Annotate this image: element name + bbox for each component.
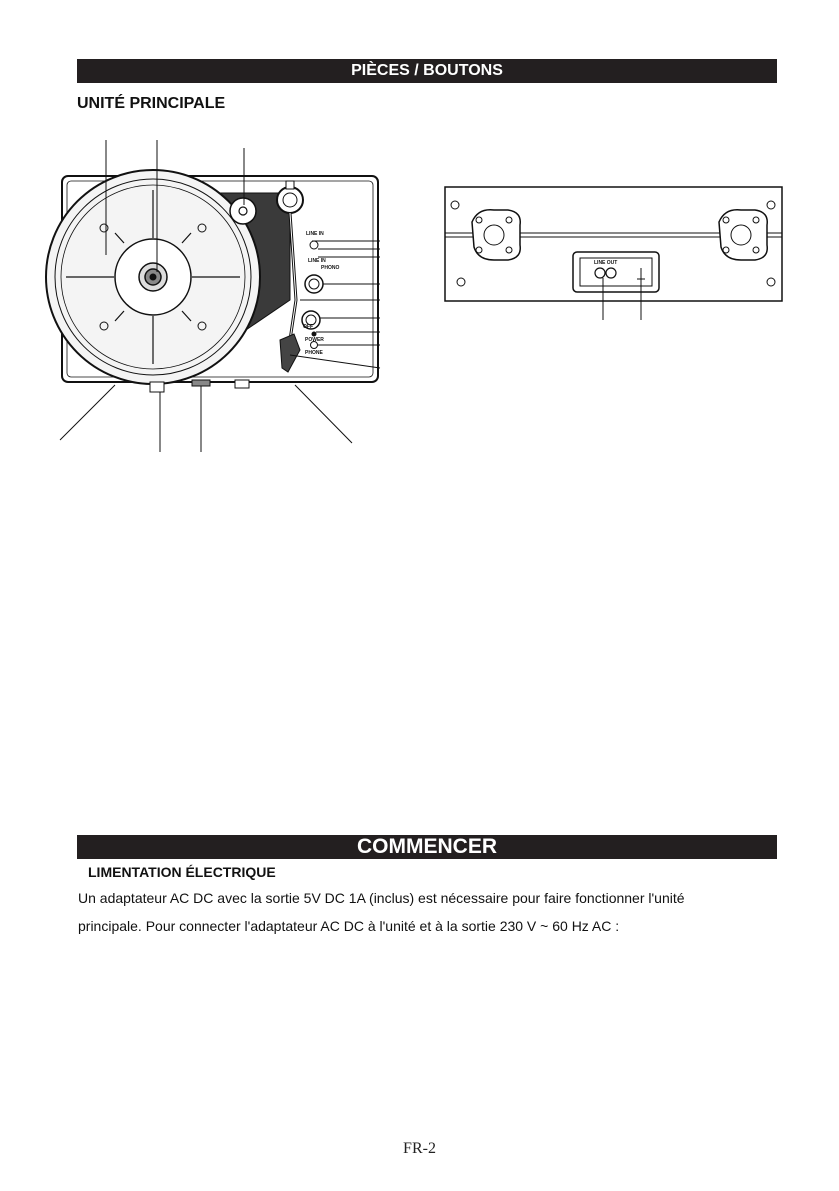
turntable-top-view bbox=[46, 170, 378, 392]
start-section-header: COMMENCER bbox=[77, 835, 777, 859]
power-supply-heading: LIMENTATION ÉLECTRIQUE bbox=[88, 864, 276, 880]
phono-label: PHONO bbox=[321, 265, 340, 271]
parts-section-header: PIÈCES / BOUTONS bbox=[77, 59, 777, 83]
turntable-rear-view bbox=[445, 187, 782, 301]
phone-label: PHONE bbox=[305, 350, 323, 356]
power-paragraph-line-1: Un adaptateur AC DC avec la sortie 5V DC 1A (inclus) est nécessaire pour faire fonctionner l'unité bbox=[78, 890, 685, 906]
off-label: OFF bbox=[303, 324, 313, 330]
page-number: FR-2 bbox=[403, 1140, 436, 1157]
power-label: POWER bbox=[305, 337, 324, 343]
main-unit-heading: UNITÉ PRINCIPALE bbox=[77, 95, 226, 112]
line-out-label: LINE OUT bbox=[594, 260, 618, 266]
line-in-label: LINE IN bbox=[306, 231, 324, 237]
power-paragraph-line-2: principale. Pour connecter l'adaptateur AC DC à l'unité et à la sortie 230 V ~ 60 Hz AC : bbox=[78, 918, 620, 934]
line-in-label-2: LINE IN bbox=[308, 258, 326, 264]
